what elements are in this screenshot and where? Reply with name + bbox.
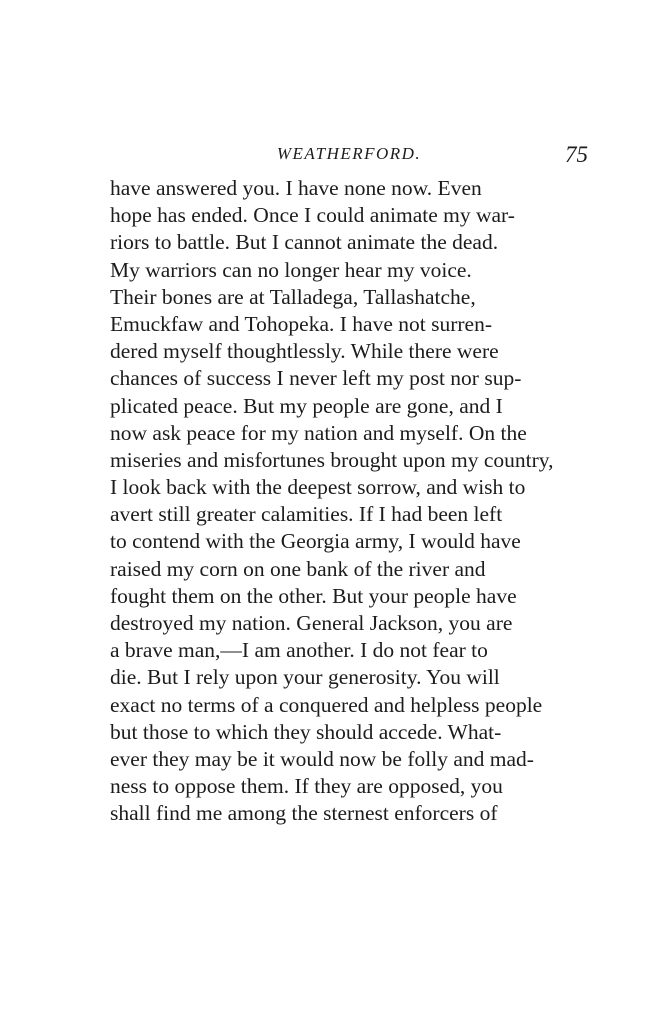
text-line: raised my corn on one bank of the river and <box>110 556 486 581</box>
text-line: My warriors can no longer hear my voice. <box>110 257 472 282</box>
text-line: now ask peace for my nation and myself. On the <box>110 420 527 445</box>
text-line: but those to which they should accede. What- <box>110 719 502 744</box>
text-line: exact no terms of a conquered and helpless people <box>110 692 543 717</box>
text-line: die. But I rely upon your generosity. You will <box>110 665 500 690</box>
text-line: ever they may be it would now be folly and mad- <box>110 746 534 771</box>
text-line: hope has ended. Once I could animate my war- <box>110 203 515 228</box>
text-line: have answered you. I have none now. Even <box>110 176 482 200</box>
text-line: a brave man,—I am another. I do not fear to <box>110 638 488 663</box>
body-text <box>110 175 588 828</box>
text-line: ness to oppose them. If they are opposed, you <box>110 774 503 799</box>
text-line: chances of success I never left my post nor sup- <box>110 366 522 391</box>
text-line: dered myself thoughtlessly. While there were <box>110 339 499 364</box>
text-line: destroyed my nation. General Jackson, you are <box>110 611 513 635</box>
text-line: to contend with the Georgia army, I would have <box>110 529 521 554</box>
text-line: Their bones are at Talladega, Tallashatche, <box>110 284 476 309</box>
running-header <box>110 140 588 170</box>
page-number: 75 <box>565 142 588 167</box>
text-line: miseries and misfortunes brought upon my country, <box>110 447 554 472</box>
running-title: WEATHERFORD. <box>276 144 422 163</box>
text-line: fought them on the other. But your people have <box>110 583 517 608</box>
text-line: shall find me among the sternest enforcers of <box>110 801 498 826</box>
text-line: Emuckfaw and Tohopeka. I have not surren- <box>110 311 492 336</box>
text-line: I look back with the deepest sorrow, and wish to <box>110 475 526 500</box>
text-line: plicated peace. But my people are gone, and I <box>110 393 503 418</box>
text-line: riors to battle. But I cannot animate the dead. <box>110 230 499 255</box>
text-line: avert still greater calamities. If I had been left <box>110 502 503 527</box>
